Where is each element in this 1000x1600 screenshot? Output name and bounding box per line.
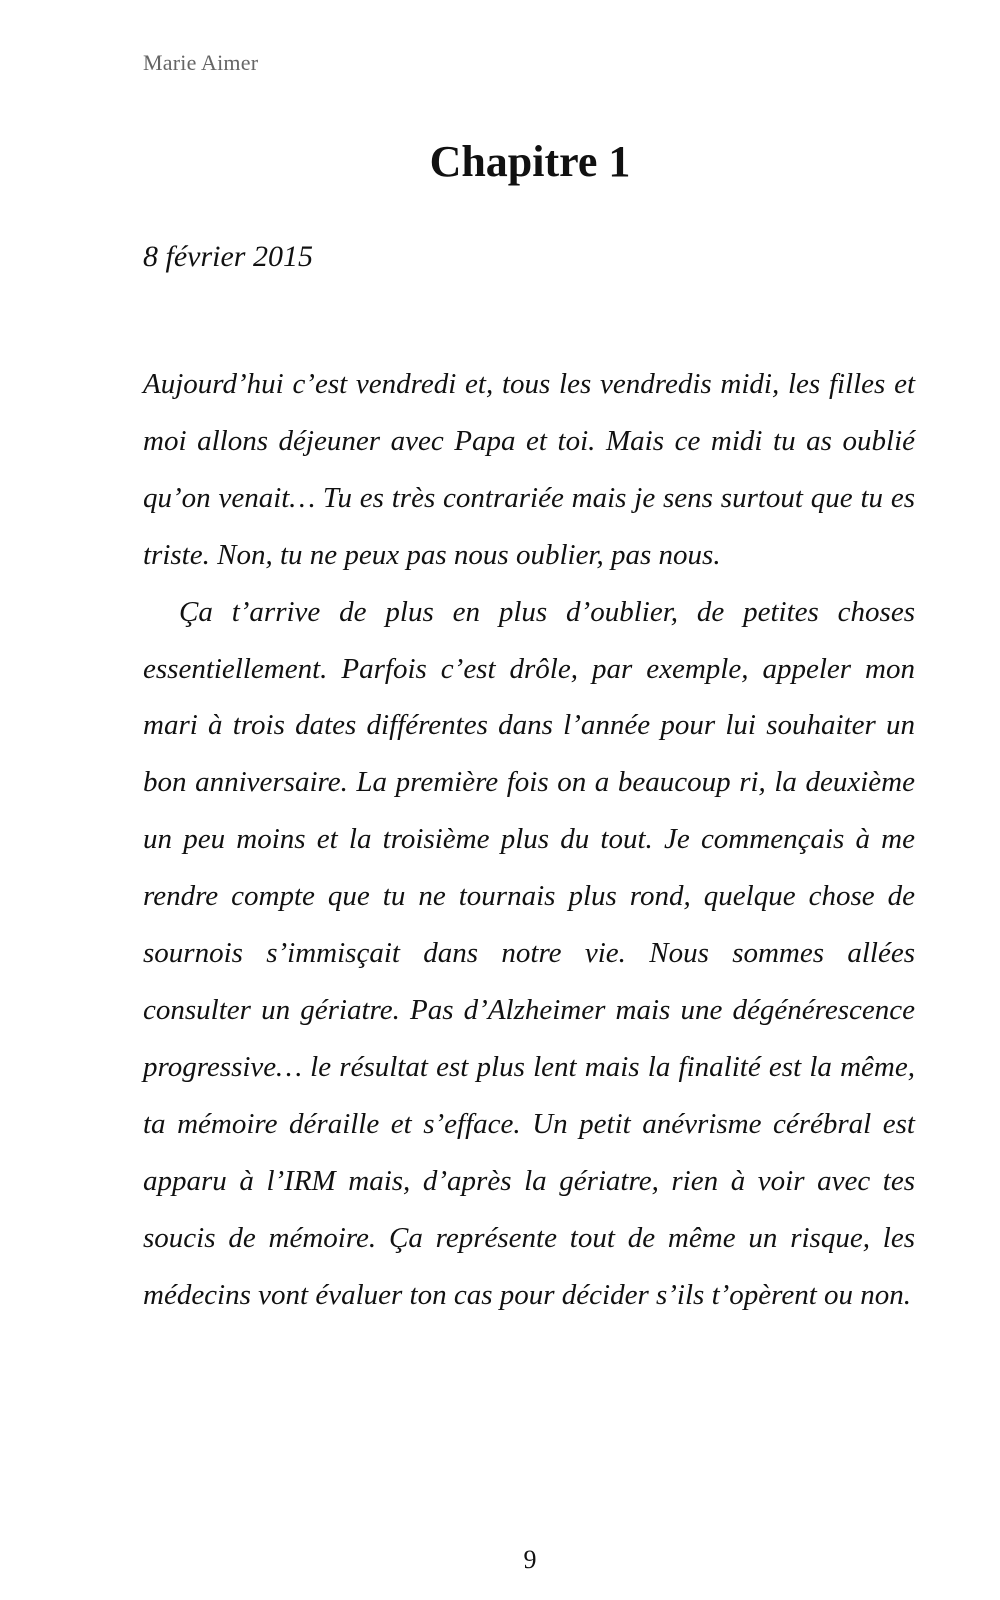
paragraph: Aujourd’hui c’est vendredi et, tous les vendredis midi, les filles et moi allons déjeuner avec Papa et toi. Mais ce midi tu as oublié qu’on venait… Tu es très contrariée mais je sens surtout que tu es triste. Non, tu ne peux pas nous oublier, pas nous. bbox=[143, 368, 915, 571]
page-number: 9 bbox=[523, 1545, 537, 1574]
entry-date: 8 février 2015 bbox=[143, 240, 313, 273]
paragraph: Ça t’arrive de plus en plus d’oublier, de petites choses essentiellement. Parfois c’est drôle, par exemple, appeler mon mari à trois dates différentes dans l’année pour lui souhaiter un bon anniversaire. La première fois on a beaucoup ri, la deuxième un peu moins et la troisième plus du tout. Je commençais à me rendre compte que tu ne tournais plus rond, quelque chose de sournois s’immisçait dans notre vie. Nous sommes allées consulter un gériatre. Pas d’Alzheimer mais une dégénérescence progressive… le résultat est plus lent mais la finalité est la même, ta mémoire déraille et s’efface. Un petit anévrisme cérébral est apparu à l’IRM mais, d’après la gériatre, rien à voir avec tes soucis de mémoire. Ça représente tout de même un risque, les médecins vont évaluer ton cas pour décider s’ils t’opèrent ou non. bbox=[143, 595, 915, 1311]
body-text bbox=[143, 356, 915, 1323]
running-header-author: Marie Aimer bbox=[143, 50, 259, 75]
chapter-title: Chapitre 1 bbox=[429, 137, 631, 186]
